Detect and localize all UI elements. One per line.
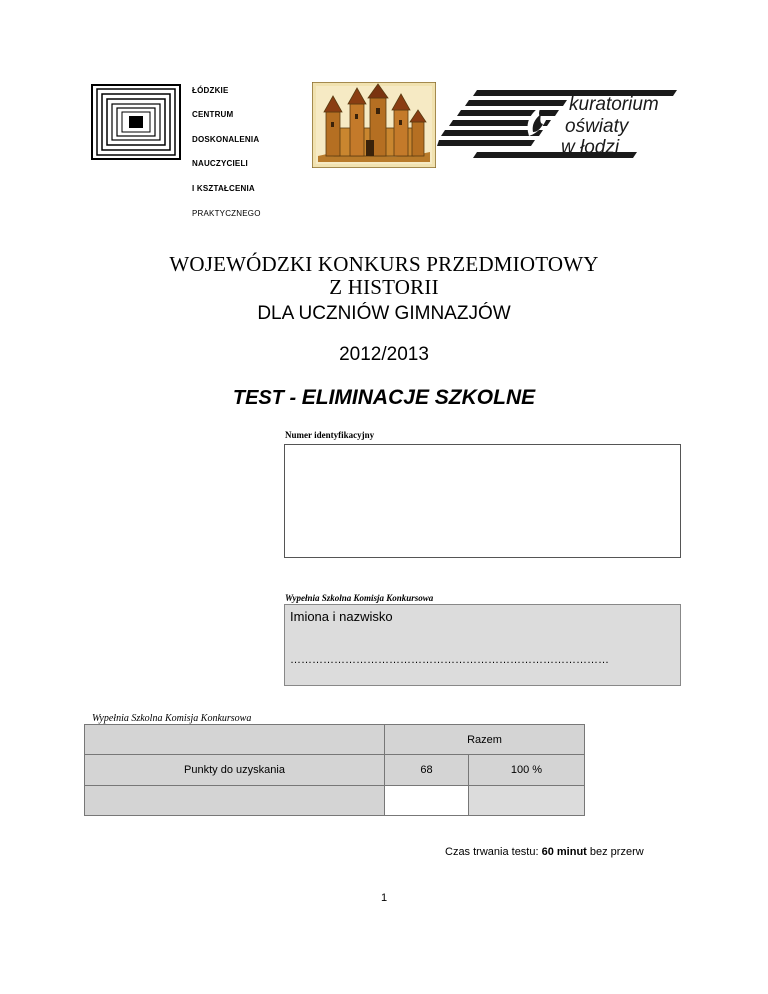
kuratorium-logo-text-1: kuratorium bbox=[569, 94, 659, 115]
test-title-prefix: TEST - bbox=[232, 387, 302, 409]
table-row-label: Punkty do uzyskania bbox=[84, 754, 385, 786]
kuratorium-logo bbox=[437, 88, 680, 164]
kuratorium-logo-text-2: oświaty bbox=[565, 116, 629, 137]
commission-label-name: Wypełnia Szkolna Komisja Konkursowa bbox=[285, 593, 434, 603]
duration-prefix: Czas trwania testu: bbox=[445, 846, 542, 858]
table-result-percent-input[interactable] bbox=[468, 785, 585, 816]
table-points-value: 68 bbox=[384, 754, 469, 786]
table-result-label-empty bbox=[84, 785, 385, 816]
table-percent-value: 100 % bbox=[468, 754, 585, 786]
concentric-squares-logo bbox=[91, 84, 181, 160]
commission-label-score: Wypełnia Szkolna Komisja Konkursowa bbox=[92, 713, 252, 724]
test-title-main: ELIMINACJE SZKOLNE bbox=[301, 386, 536, 409]
table-result-points-input[interactable] bbox=[384, 785, 469, 816]
page-number: 1 bbox=[380, 892, 388, 904]
id-number-box[interactable] bbox=[284, 444, 681, 558]
id-number-label: Numer identyfikacyjny bbox=[285, 430, 375, 440]
table-header-empty bbox=[84, 724, 385, 755]
kuratorium-logo-text-3: w łodzi bbox=[561, 137, 620, 158]
title-subject: Z HISTORII bbox=[329, 275, 439, 299]
table-header-total: Razem bbox=[384, 724, 585, 755]
test-title bbox=[0, 386, 768, 410]
centre-name-line-2: CENTRUM bbox=[192, 110, 234, 119]
name-dotted-line: …………………………………………………………………………… bbox=[290, 654, 609, 666]
centre-name-line-1: ŁÓDZKIE bbox=[192, 86, 229, 95]
duration-value: 60 minut bbox=[541, 846, 587, 858]
castle-logo bbox=[312, 82, 436, 168]
centre-name-line-3: DOSKONALENIA bbox=[192, 135, 260, 144]
title-audience: DLA UCZNIÓW GIMNAZJÓW bbox=[257, 303, 511, 324]
score-table bbox=[84, 724, 585, 816]
duration-suffix: bez przerw bbox=[586, 846, 644, 858]
centre-name-line-6: PRAKTYCZNEGO bbox=[192, 209, 261, 218]
centre-name-line-4: NAUCZYCIELI bbox=[192, 159, 248, 168]
test-duration bbox=[445, 846, 644, 858]
centre-name-line-5: I KSZTAŁCENIA bbox=[192, 184, 255, 193]
name-label: Imiona i nazwisko bbox=[290, 609, 393, 624]
title-year: 2012/2013 bbox=[339, 344, 429, 365]
title-competition: WOJEWÓDZKI KONKURS PRZEDMIOTOWY bbox=[169, 252, 599, 276]
